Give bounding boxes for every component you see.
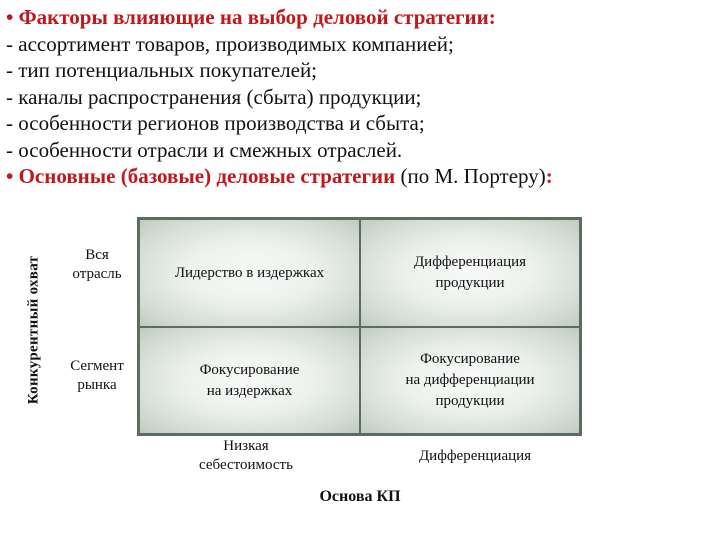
cell-cost-focus <box>140 328 359 433</box>
porter-strategy-matrix <box>137 217 582 436</box>
x-axis-label: Основа КП <box>319 488 401 505</box>
row-label-whole-industry <box>57 246 137 284</box>
strategies-heading-colon: : <box>545 164 553 188</box>
strategies-heading <box>6 163 711 190</box>
factors-text-block <box>6 4 711 190</box>
row-label-line: Вся <box>85 247 109 263</box>
factors-heading: • Факторы влияющие на выбор деловой стратегии: <box>6 5 496 29</box>
row-label-market-segment <box>57 357 137 395</box>
strategies-heading-bold: • Основные (базовые) деловые стратегии <box>6 164 396 188</box>
cell-line: на издержках <box>206 382 293 399</box>
factor-item: - каналы распространения (сбыта) продукции; <box>6 84 422 109</box>
factor-item: - тип потенциальных покупателей; <box>6 58 318 82</box>
cell-line: продукции <box>435 393 505 409</box>
strategies-heading-author: (по М. Портеру) <box>395 164 546 188</box>
cell-line: Лидерство в издержках <box>174 264 325 281</box>
cell-line: Фокусирование <box>420 351 520 367</box>
factor-item: - особенности отрасли и смежных отраслей. <box>6 137 403 162</box>
y-axis-label: Конкурентный охват <box>25 255 42 405</box>
cell-differentiation-focus <box>361 328 579 433</box>
column-label-differentiation <box>385 447 565 466</box>
column-label-line: Дифференциация <box>418 448 532 464</box>
cell-line: продукции <box>435 275 505 291</box>
factor-item: - особенности регионов производства и сбыта; <box>6 111 425 135</box>
column-label-line: Низкая <box>223 438 269 454</box>
cell-line: на дифференциации <box>405 372 535 388</box>
cell-cost-leadership <box>140 220 359 326</box>
factor-item: - ассортимент товаров, производимых компанией; <box>6 31 454 56</box>
row-label-line: рынка <box>77 377 117 393</box>
cell-line: Фокусирование <box>199 361 300 378</box>
column-label-low-cost <box>166 437 326 475</box>
row-label-line: Сегмент <box>70 358 124 374</box>
row-label-line: отрасль <box>72 266 122 282</box>
cell-line: Дифференциация <box>413 254 527 270</box>
column-label-line: себестоимость <box>199 457 293 473</box>
cell-product-differentiation <box>361 220 579 326</box>
